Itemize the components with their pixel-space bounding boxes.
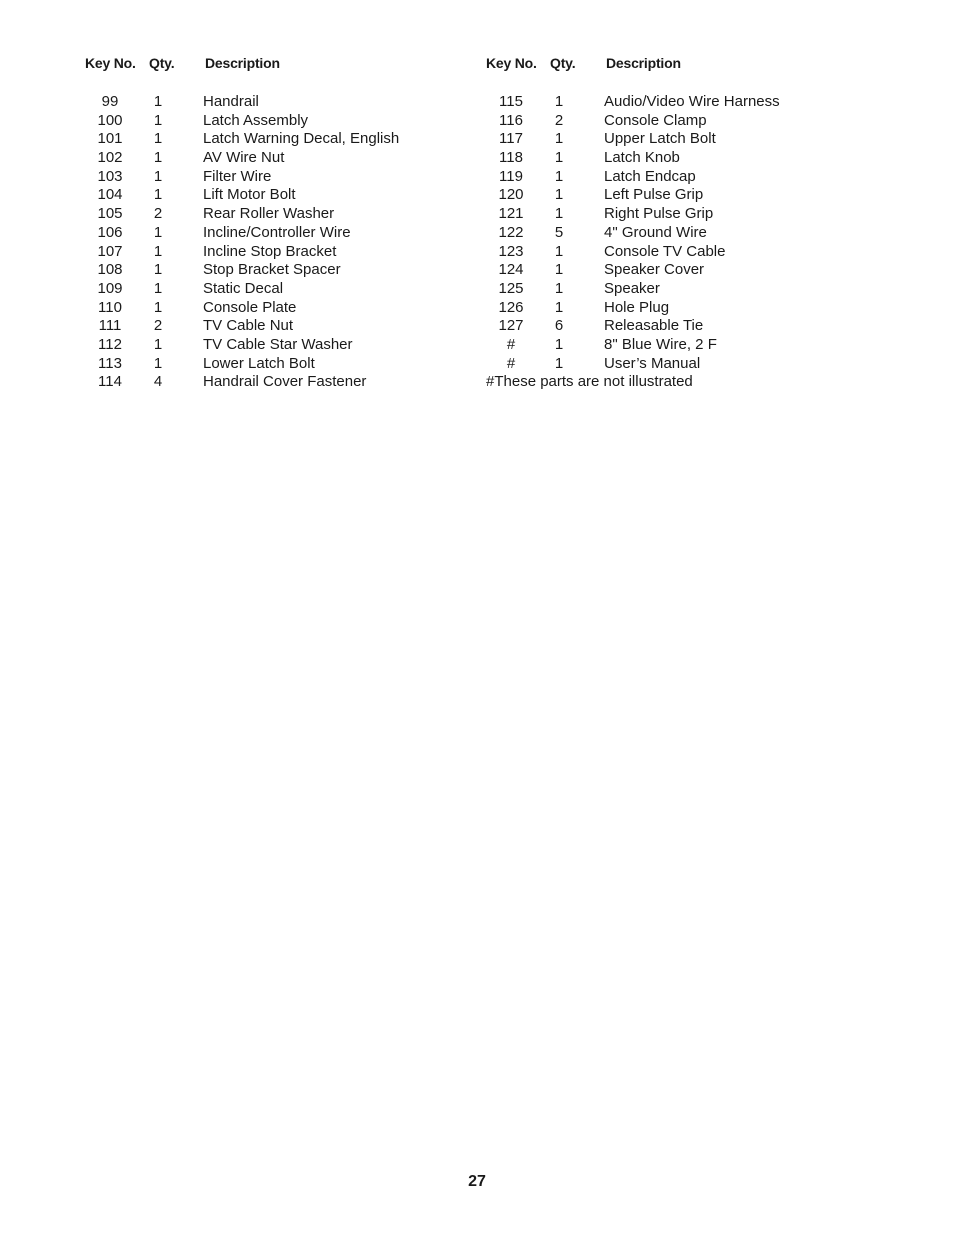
part-row <box>486 317 906 336</box>
qty: 5 <box>554 223 564 241</box>
key-no: 113 <box>98 354 122 372</box>
description: Audio/Video Wire Harness <box>604 93 780 110</box>
parts-list-right <box>486 55 906 392</box>
key-no: # <box>506 335 516 353</box>
key-no: 122 <box>498 223 524 241</box>
part-row <box>85 261 505 280</box>
part-row <box>85 280 505 299</box>
qty-header: Qty. <box>550 55 576 71</box>
key-no: 99 <box>101 93 119 110</box>
key-no: 117 <box>499 130 523 148</box>
key-no: 109 <box>97 279 123 297</box>
description: Console Clamp <box>604 111 707 129</box>
qty: 1 <box>554 205 564 223</box>
part-row <box>486 243 906 262</box>
qty: 1 <box>554 130 564 148</box>
description: 8" Blue Wire, 2 F <box>604 335 717 353</box>
key-no: 125 <box>498 279 524 297</box>
part-row <box>486 149 906 168</box>
qty: 1 <box>153 149 163 167</box>
part-row <box>486 168 906 187</box>
key-no: 102 <box>97 149 123 167</box>
key-no: 116 <box>499 111 523 129</box>
qty: 1 <box>153 298 163 316</box>
part-row <box>486 130 906 149</box>
part-row <box>85 93 505 112</box>
key-no: 124 <box>498 261 524 279</box>
qty: 2 <box>153 205 163 223</box>
key-no: 123 <box>498 242 524 260</box>
page-number: 27 <box>468 1173 486 1190</box>
qty: 1 <box>153 261 163 279</box>
qty: 1 <box>554 93 564 110</box>
part-row <box>486 224 906 243</box>
description: Handrail <box>203 93 259 110</box>
qty: 1 <box>554 298 564 316</box>
key-no: 114 <box>98 373 122 391</box>
not-illustrated-footnote: #These parts are not illustrated <box>486 373 693 391</box>
key-no: 120 <box>498 186 524 204</box>
qty: 4 <box>153 373 163 391</box>
key-no: 101 <box>97 130 123 148</box>
part-row <box>85 149 505 168</box>
part-row <box>486 186 906 205</box>
part-row <box>85 317 505 336</box>
key-no: 103 <box>97 167 123 185</box>
description: Latch Assembly <box>203 111 309 129</box>
parts-table-header <box>486 55 906 75</box>
description: Handrail Cover Fastener <box>203 373 367 391</box>
part-row <box>486 355 906 374</box>
key-no: 119 <box>499 167 523 185</box>
description: Speaker Cover <box>604 261 705 279</box>
part-row <box>85 373 505 392</box>
description: Rear Roller Washer <box>203 205 335 223</box>
key-no: 118 <box>499 149 523 167</box>
key-no: 104 <box>97 186 123 204</box>
qty-header: Qty. <box>149 55 175 71</box>
part-row <box>85 130 505 149</box>
part-row <box>486 93 906 112</box>
qty: 1 <box>153 354 163 372</box>
part-row <box>85 355 505 374</box>
key-no: 110 <box>98 298 122 316</box>
qty: 1 <box>554 261 564 279</box>
description: AV Wire Nut <box>203 149 285 167</box>
key-no: # <box>506 354 516 372</box>
description: Lift Motor Bolt <box>203 186 296 204</box>
description: TV Cable Nut <box>203 317 294 335</box>
key-no: 111 <box>98 317 122 335</box>
description: Left Pulse Grip <box>604 186 704 204</box>
description: 4" Ground Wire <box>604 223 707 241</box>
key-no: 127 <box>498 317 524 335</box>
part-row <box>85 299 505 318</box>
description: Latch Knob <box>604 149 680 167</box>
description: Stop Bracket Spacer <box>203 261 341 279</box>
part-row <box>486 299 906 318</box>
qty: 1 <box>153 242 163 260</box>
description: Upper Latch Bolt <box>604 130 716 148</box>
part-row <box>486 336 906 355</box>
description: Releasable Tie <box>604 317 704 335</box>
part-row <box>85 336 505 355</box>
description: Latch Endcap <box>604 167 696 185</box>
key-no: 115 <box>499 93 523 110</box>
qty: 1 <box>554 167 564 185</box>
description: Right Pulse Grip <box>604 205 714 223</box>
qty: 1 <box>554 242 564 260</box>
qty: 1 <box>554 335 564 353</box>
qty: 1 <box>153 279 163 297</box>
key-no: 112 <box>98 335 122 353</box>
parts-table-header <box>85 55 505 75</box>
part-row <box>85 112 505 131</box>
key-no: 105 <box>97 205 123 223</box>
key-no: 121 <box>498 205 524 223</box>
description: Static Decal <box>203 279 284 297</box>
key-no: 126 <box>498 298 524 316</box>
qty: 1 <box>554 354 564 372</box>
key-no: 100 <box>97 111 123 129</box>
part-row <box>85 168 505 187</box>
parts-rows <box>85 93 505 392</box>
description: Console TV Cable <box>604 242 726 260</box>
qty: 1 <box>554 149 564 167</box>
description: Lower Latch Bolt <box>203 354 315 372</box>
qty: 1 <box>554 279 564 297</box>
key-no-header: Key No. <box>85 55 136 71</box>
qty: 1 <box>153 130 163 148</box>
qty: 6 <box>554 317 564 335</box>
description: Incline Stop Bracket <box>203 242 337 260</box>
qty: 1 <box>153 111 163 129</box>
part-row <box>486 205 906 224</box>
description: Filter Wire <box>203 167 272 185</box>
parts-list-left <box>85 55 505 392</box>
qty: 1 <box>153 186 163 204</box>
description-header: Description <box>606 55 681 71</box>
parts-rows <box>486 93 906 392</box>
description: Incline/Controller Wire <box>203 223 351 241</box>
qty: 1 <box>153 93 163 110</box>
key-no-header: Key No. <box>486 55 537 71</box>
description: Speaker <box>604 279 660 297</box>
description: Hole Plug <box>604 298 670 316</box>
part-row <box>486 280 906 299</box>
description-header: Description <box>205 55 280 71</box>
qty: 1 <box>153 335 163 353</box>
key-no: 108 <box>97 261 123 279</box>
description: TV Cable Star Washer <box>203 335 353 353</box>
part-row <box>486 261 906 280</box>
part-row <box>486 112 906 131</box>
part-row <box>85 186 505 205</box>
qty: 2 <box>153 317 163 335</box>
key-no: 107 <box>97 242 123 260</box>
key-no: 106 <box>97 223 123 241</box>
qty: 1 <box>153 167 163 185</box>
qty: 2 <box>554 111 564 129</box>
part-row <box>85 224 505 243</box>
qty: 1 <box>153 223 163 241</box>
qty: 1 <box>554 186 564 204</box>
description: Latch Warning Decal, English <box>203 130 400 148</box>
part-row <box>85 205 505 224</box>
part-row <box>85 243 505 262</box>
description: Console Plate <box>203 298 297 316</box>
description: User’s Manual <box>604 354 701 372</box>
